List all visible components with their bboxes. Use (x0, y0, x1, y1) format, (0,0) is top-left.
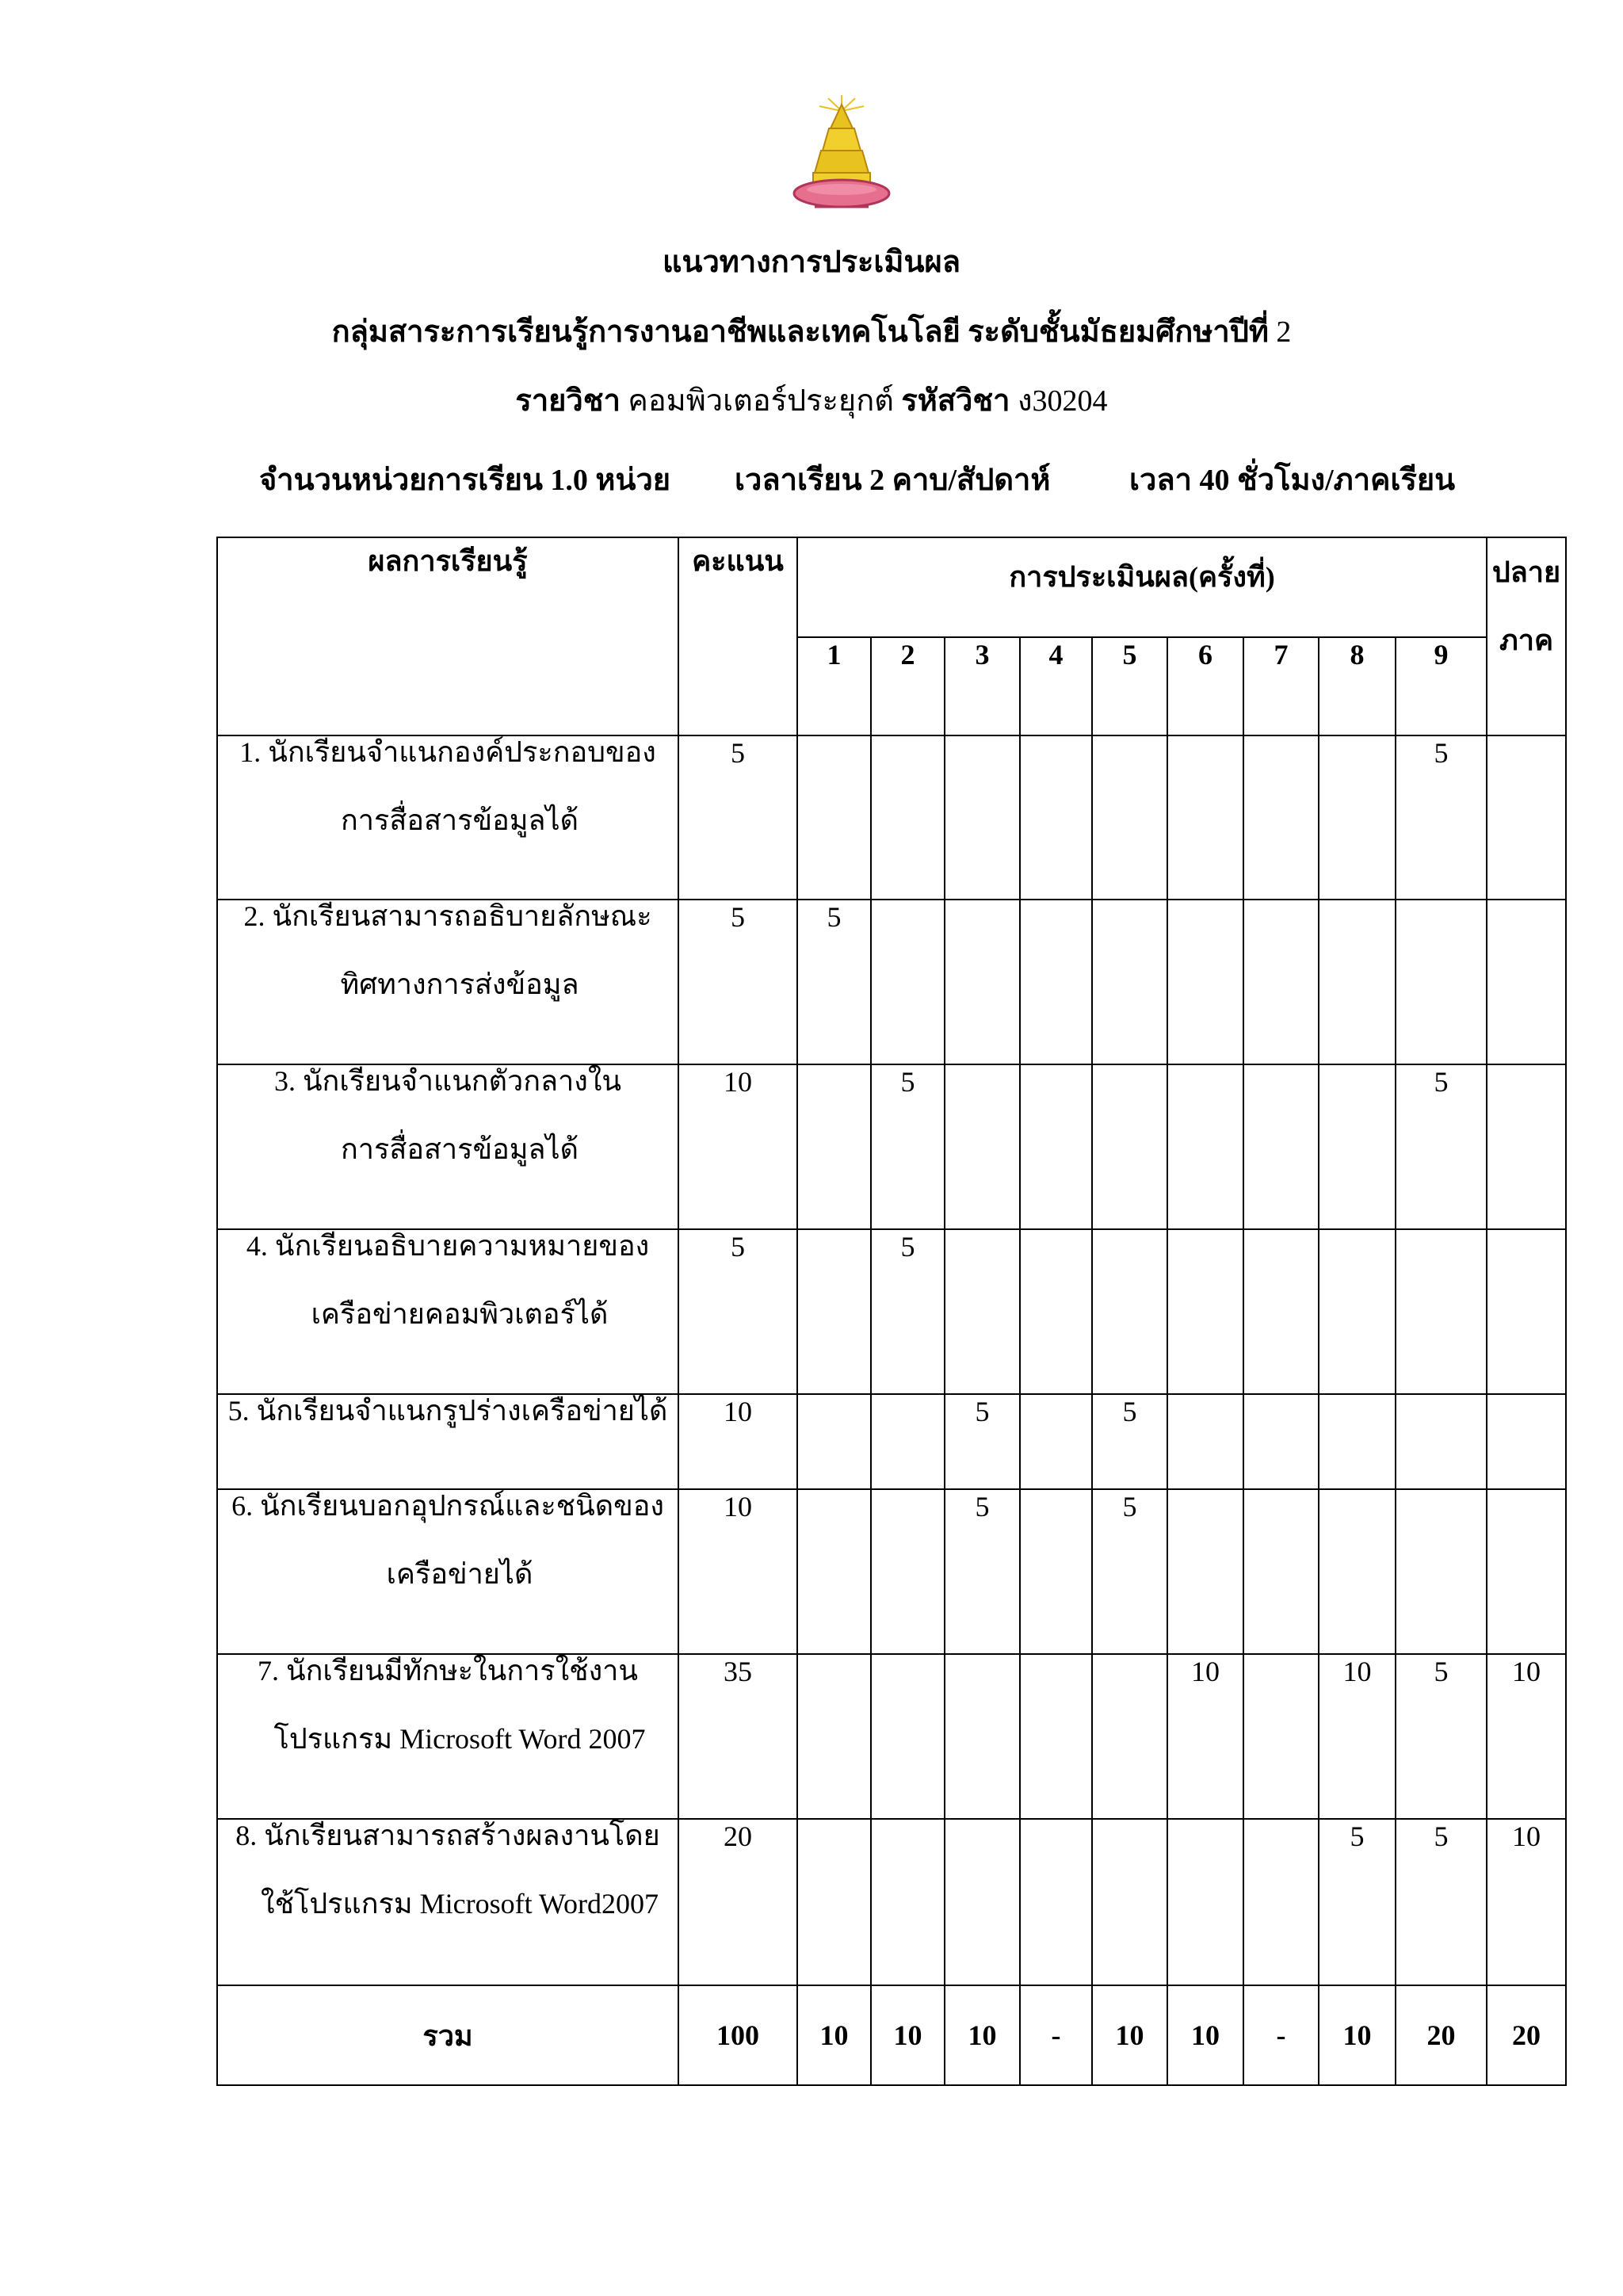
round-cell-3 (945, 900, 1020, 1064)
outcome-line1: 8. นักเรียนสามารถสร้างผลงานโดย (235, 1820, 660, 1851)
round-cell-1 (797, 1229, 871, 1394)
outcome-text (217, 1229, 678, 1394)
outcome-row (217, 1394, 1566, 1489)
outcome-line1: 7. นักเรียนมีทักษะในการใช้งาน (257, 1655, 639, 1687)
round-cell-1: 5 (797, 900, 871, 1064)
outcome-text (217, 1654, 678, 1819)
round-cell-4 (1020, 1064, 1092, 1229)
round-cell-2 (871, 1654, 945, 1819)
round-cell-7 (1243, 1394, 1319, 1489)
round-cell-7 (1243, 1489, 1319, 1654)
round-cell-8 (1319, 1489, 1396, 1654)
round-cell-4 (1020, 1394, 1092, 1489)
grade-level-value: 2 (1276, 315, 1292, 349)
outcome-line2: เครือข่ายได้ (386, 1558, 533, 1590)
round-cell-1 (797, 1394, 871, 1489)
total-score: 100 (678, 1985, 797, 2085)
outcome-line2: เครือข่ายคอมพิวเตอร์ได้ (311, 1298, 609, 1330)
round-header-5: 5 (1092, 637, 1167, 735)
final-exam-cell (1487, 1229, 1566, 1394)
round-cell-1 (797, 1064, 871, 1229)
round-cell-3 (945, 1654, 1020, 1819)
total-round-2: 10 (871, 1985, 945, 2085)
round-cell-2 (871, 735, 945, 900)
outcome-text (217, 1489, 678, 1654)
round-cell-2 (871, 900, 945, 1064)
final-exam-cell (1487, 1394, 1566, 1489)
round-cell-8 (1319, 1064, 1396, 1229)
subject-code-value: ง30204 (1018, 384, 1108, 418)
round-cell-6 (1167, 1229, 1243, 1394)
score-column-header: คะแนน (678, 537, 797, 735)
round-cell-9 (1396, 1489, 1487, 1654)
final-exam-cell (1487, 1489, 1566, 1654)
total-label: รวม (217, 1985, 678, 2085)
round-cell-5 (1092, 1229, 1167, 1394)
assessment-table (216, 537, 1567, 2086)
round-cell-9 (1396, 1394, 1487, 1489)
total-final-exam: 20 (1487, 1985, 1566, 2085)
round-cell-9: 5 (1396, 1819, 1487, 1985)
total-round-8: 10 (1319, 1985, 1396, 2085)
outcome-row (217, 1819, 1566, 1985)
round-cell-7 (1243, 900, 1319, 1064)
round-cell-6 (1167, 900, 1243, 1064)
round-cell-5: 5 (1092, 1489, 1167, 1654)
subject-code-label: รหัสวิชา (901, 384, 1010, 418)
total-round-1: 10 (797, 1985, 871, 2085)
subject-group-label: กลุ่มสาระการเรียนรู้การงานอาชีพและเทคโนโลยี ระดับชั้นมัธยมศึกษาปีที่ (331, 315, 1269, 349)
round-cell-5 (1092, 1064, 1167, 1229)
periods-info: เวลาเรียน 2 คาบ/สัปดาห์ (735, 464, 1051, 497)
round-cell-6 (1167, 1394, 1243, 1489)
total-round-9: 20 (1396, 1985, 1487, 2085)
round-cell-7 (1243, 1064, 1319, 1229)
outcome-row (217, 1064, 1566, 1229)
total-round-7: - (1243, 1985, 1319, 2085)
round-cell-3 (945, 1819, 1020, 1985)
school-emblem-icon (791, 94, 892, 214)
total-round-5: 10 (1092, 1985, 1167, 2085)
round-cell-4 (1020, 735, 1092, 900)
round-cell-1 (797, 735, 871, 900)
round-cell-8 (1319, 1229, 1396, 1394)
round-header-1: 1 (797, 637, 871, 735)
subject-line (0, 386, 1623, 416)
round-cell-6 (1167, 1064, 1243, 1229)
round-cell-1 (797, 1819, 871, 1985)
score-cell: 5 (678, 735, 797, 900)
final-exam-column-header (1487, 537, 1566, 735)
round-header-4: 4 (1020, 637, 1092, 735)
outcome-text (217, 1819, 678, 1985)
score-cell: 10 (678, 1489, 797, 1654)
final-exam-cell (1487, 1064, 1566, 1229)
outcome-column-header: ผลการเรียนรู้ (217, 537, 678, 735)
round-cell-6 (1167, 1819, 1243, 1985)
round-header-6: 6 (1167, 637, 1243, 735)
round-cell-3 (945, 1064, 1020, 1229)
round-cell-2 (871, 1394, 945, 1489)
outcome-line2: ทิศทางการส่งข้อมูล (340, 968, 579, 1000)
score-cell: 10 (678, 1394, 797, 1489)
outcome-row (217, 900, 1566, 1064)
outcome-rows (217, 735, 1566, 1985)
header-row (217, 537, 1566, 637)
final-exam-cell (1487, 900, 1566, 1064)
score-cell: 5 (678, 1229, 797, 1394)
score-cell: 35 (678, 1654, 797, 1819)
round-cell-5 (1092, 735, 1167, 900)
round-cell-2: 5 (871, 1064, 945, 1229)
round-cell-7 (1243, 1654, 1319, 1819)
final-exam-cell: 10 (1487, 1654, 1566, 1819)
round-cell-4 (1020, 1489, 1092, 1654)
round-cell-2 (871, 1489, 945, 1654)
outcome-line1: 2. นักเรียนสามารถอธิบายลักษณะ (243, 900, 652, 932)
round-cell-4 (1020, 1229, 1092, 1394)
score-cell: 20 (678, 1819, 797, 1985)
round-cell-9: 5 (1396, 1064, 1487, 1229)
total-round-6: 10 (1167, 1985, 1243, 2085)
round-cell-6: 10 (1167, 1654, 1243, 1819)
round-cell-9: 5 (1396, 735, 1487, 900)
total-round-4: - (1020, 1985, 1092, 2085)
outcome-line1: 1. นักเรียนจำแนกองค์ประกอบของ (239, 736, 656, 768)
round-cell-3 (945, 735, 1020, 900)
round-cell-6 (1167, 1489, 1243, 1654)
outcome-row (217, 1654, 1566, 1819)
outcome-line1: 6. นักเรียนบอกอุปกรณ์และชนิดของ (231, 1490, 664, 1522)
round-cell-3: 5 (945, 1489, 1020, 1654)
final-exam-label-line2: ภาค (1499, 625, 1554, 656)
outcome-line2: ใช้โปรแกรม Microsoft Word2007 (260, 1888, 659, 1920)
round-cell-7 (1243, 1819, 1319, 1985)
subject-group-line (0, 317, 1623, 347)
score-cell: 5 (678, 900, 797, 1064)
assessment-column-header: การประเมินผล(ครั้งที่) (797, 537, 1487, 637)
round-cell-2 (871, 1819, 945, 1985)
outcome-row (217, 1489, 1566, 1654)
total-round-3: 10 (945, 1985, 1020, 2085)
round-cell-9: 5 (1396, 1654, 1487, 1819)
final-exam-label-line1: ปลาย (1491, 556, 1561, 588)
round-cell-7 (1243, 1229, 1319, 1394)
round-cell-8 (1319, 900, 1396, 1064)
round-header-2: 2 (871, 637, 945, 735)
outcome-line1: 5. นักเรียนจำแนกรูปร่างเครือข่ายได้ (227, 1395, 668, 1427)
outcome-row (217, 735, 1566, 900)
outcome-text (217, 1394, 678, 1489)
subject-label: รายวิชา (515, 384, 621, 418)
round-header-8: 8 (1319, 637, 1396, 735)
round-cell-7 (1243, 735, 1319, 900)
round-cell-9 (1396, 900, 1487, 1064)
final-exam-cell: 10 (1487, 1819, 1566, 1985)
round-cell-3 (945, 1229, 1020, 1394)
round-header-3: 3 (945, 637, 1020, 735)
outcome-text (217, 735, 678, 900)
outcome-line1: 3. นักเรียนจำแนกตัวกลางใน (273, 1065, 622, 1097)
round-header-7: 7 (1243, 637, 1319, 735)
outcome-line2: โปรแกรม Microsoft Word 2007 (273, 1723, 646, 1755)
credits-info: จำนวนหน่วยการเรียน 1.0 หน่วย (259, 464, 671, 497)
subject-name: คอมพิวเตอร์ประยุกต์ (628, 384, 894, 418)
round-cell-9 (1396, 1229, 1487, 1394)
round-cell-6 (1167, 735, 1243, 900)
round-cell-8 (1319, 735, 1396, 900)
outcome-text (217, 1064, 678, 1229)
round-cell-5 (1092, 900, 1167, 1064)
round-cell-5 (1092, 1819, 1167, 1985)
round-cell-4 (1020, 900, 1092, 1064)
total-row (217, 1985, 1566, 2085)
outcome-line2: การสื่อสารข้อมูลได้ (341, 804, 579, 836)
outcome-line2: การสื่อสารข้อมูลได้ (341, 1133, 579, 1165)
round-cell-1 (797, 1654, 871, 1819)
round-cell-4 (1020, 1819, 1092, 1985)
round-header-9: 9 (1396, 637, 1487, 735)
round-cell-8: 5 (1319, 1819, 1396, 1985)
round-cell-5: 5 (1092, 1394, 1167, 1489)
page-title: แนวทางการประเมินผล (662, 246, 960, 279)
score-cell: 10 (678, 1064, 797, 1229)
round-cell-3: 5 (945, 1394, 1020, 1489)
round-cell-4 (1020, 1654, 1092, 1819)
outcome-row (217, 1229, 1566, 1394)
round-cell-2: 5 (871, 1229, 945, 1394)
round-cell-1 (797, 1489, 871, 1654)
outcome-text (217, 900, 678, 1064)
round-cell-8 (1319, 1394, 1396, 1489)
final-exam-cell (1487, 735, 1566, 900)
outcome-line1: 4. นักเรียนอธิบายความหมายของ (246, 1230, 650, 1262)
hours-info: เวลา 40 ชั่วโมง/ภาคเรียน (1129, 464, 1456, 497)
round-cell-5 (1092, 1654, 1167, 1819)
round-cell-8: 10 (1319, 1654, 1396, 1819)
